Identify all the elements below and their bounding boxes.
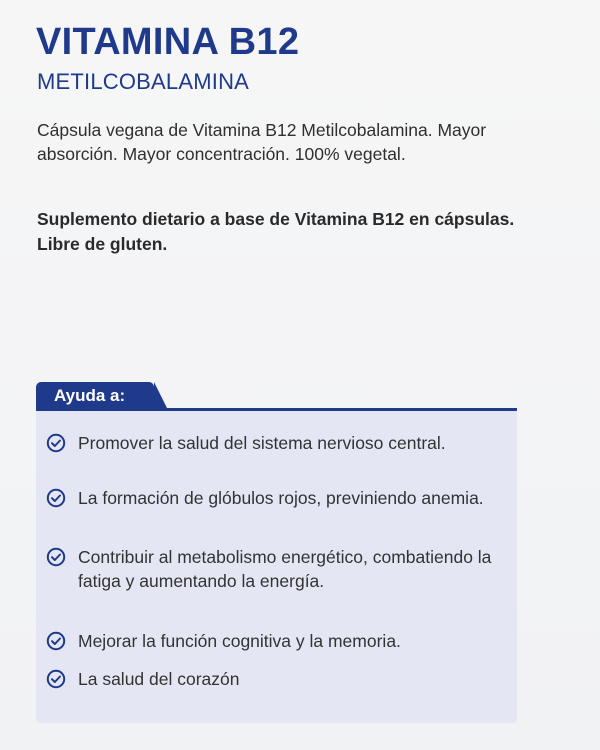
- supplement-note: Suplemento dietario a base de Vitamina B12 en cápsulas. Libre de gluten.: [37, 209, 515, 254]
- product-title: VITAMINA B12: [36, 21, 300, 63]
- benefit-text: Contribuir al metabolismo energético, combatiendo la fatiga y aumentando la energía.: [78, 547, 492, 591]
- benefit-text: La salud del corazón: [78, 669, 240, 689]
- check-circle-icon: [46, 488, 66, 508]
- benefit-text: Mejorar la función cognitiva y la memoria.: [78, 631, 401, 651]
- benefit-text: Promover la salud del sistema nervioso central.: [78, 433, 446, 453]
- benefit-item: [46, 486, 506, 510]
- ayuda-tab: Ayuda a:: [36, 382, 154, 410]
- product-description: [37, 118, 507, 166]
- benefit-text: La formación de glóbulos rojos, previniendo anemia.: [78, 488, 484, 508]
- benefit-item: [46, 667, 506, 691]
- benefit-item: [46, 545, 506, 593]
- check-circle-icon: [46, 433, 66, 453]
- benefit-item: [46, 629, 506, 653]
- check-circle-icon: [46, 669, 66, 689]
- check-circle-icon: [46, 547, 66, 567]
- benefits-box: [36, 408, 517, 723]
- benefit-item: [46, 431, 506, 455]
- product-subtitle: METILCOBALAMINA: [37, 69, 250, 94]
- description-text: Cápsula vegana de Vitamina B12 Metilcobalamina. Mayor absorción. Mayor concentración. 100% vegetal.: [37, 120, 487, 164]
- check-circle-icon: [46, 631, 66, 651]
